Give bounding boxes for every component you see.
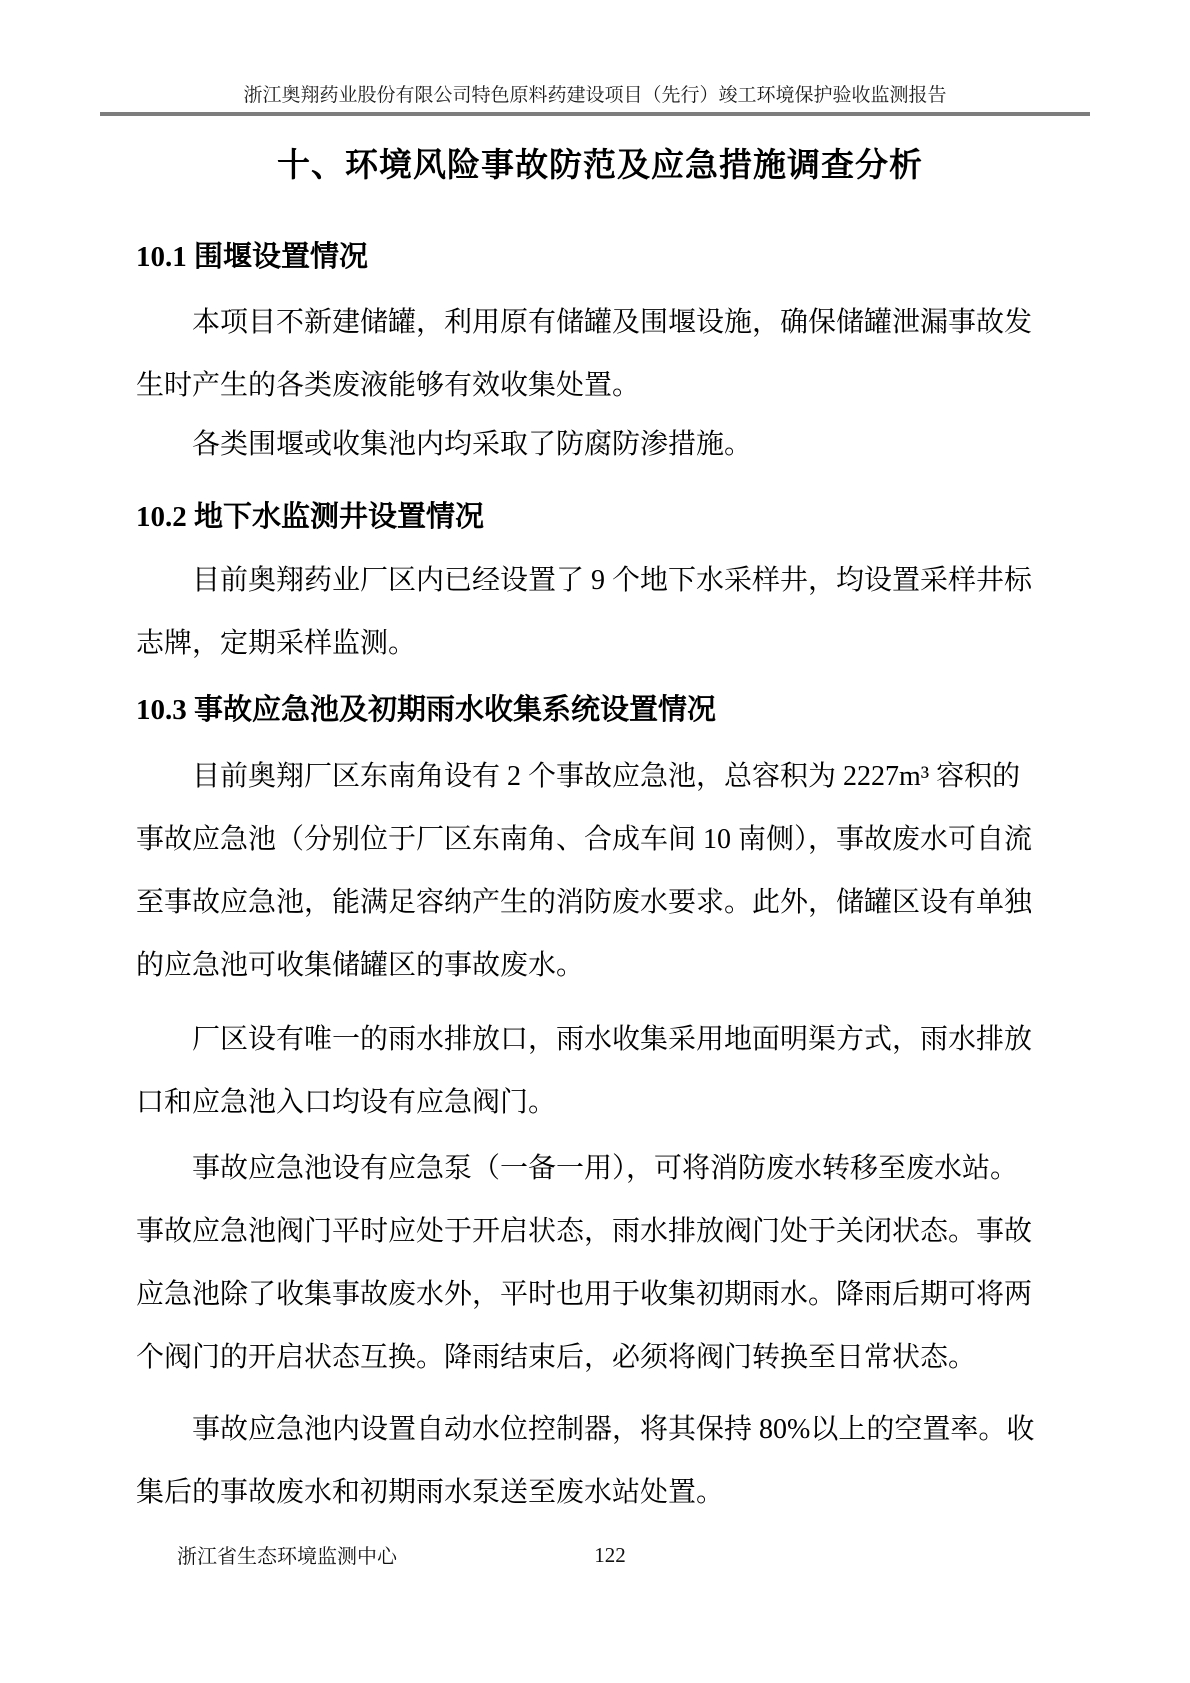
section-heading-10-3: 10.3 事故应急池及初期雨水收集系统设置情况 (136, 694, 717, 726)
paragraph (136, 549, 1064, 675)
header-rule-divider (100, 112, 1090, 116)
text-line: 各类围堰或收集池内均采取了防腐防渗措施。 (192, 429, 753, 460)
paragraph (136, 1137, 1064, 1389)
text-line: 目前奥翔厂区东南角设有 2 个事故应急池，总容积为 2227m³ 容积的 (192, 761, 1021, 792)
text-line: 口和应急池入口均设有应急阀门。 (136, 1087, 557, 1118)
text-line: 事故应急池（分别位于厂区东南角、合成车间 10 南侧），事故废水可自流 (136, 824, 1033, 855)
text-line: 本项目不新建储罐，利用原有储罐及围堰设施，确保储罐泄漏事故发 (192, 307, 1033, 338)
text-line: 目前奥翔药业厂区内已经设置了 9 个地下水采样井，均设置采样井标 (192, 565, 1033, 596)
footer-page-number: 122 (594, 1543, 626, 1567)
paragraph (136, 1008, 1064, 1134)
text-line: 生时产生的各类废液能够有效收集处置。 (136, 370, 641, 401)
paragraph (136, 413, 1064, 476)
paragraph (136, 1398, 1064, 1524)
text-line: 集后的事故废水和初期雨水泵送至废水站处置。 (136, 1477, 725, 1508)
text-line: 应急池除了收集事故废水外，平时也用于收集初期雨水。降雨后期可将两 (136, 1279, 1033, 1310)
text-line: 厂区设有唯一的雨水排放口，雨水收集采用地面明渠方式，雨水排放 (192, 1024, 1033, 1055)
text-line: 个阀门的开启状态互换。降雨结束后，必须将阀门转换至日常状态。 (136, 1342, 977, 1373)
text-line: 志牌，定期采样监测。 (136, 628, 417, 659)
text-line: 的应急池可收集储罐区的事故废水。 (136, 950, 585, 981)
paragraph (136, 745, 1064, 997)
text-line: 事故应急池内设置自动水位控制器，将其保持 80%以上的空置率。收 (192, 1414, 1035, 1445)
section-heading-10-2: 10.2 地下水监测井设置情况 (136, 501, 485, 533)
page-title: 十、环境风险事故防范及应急措施调查分析 (277, 148, 923, 184)
section-heading-10-1: 10.1 围堰设置情况 (136, 241, 369, 273)
footer-organization: 浙江省生态环境监测中心 (177, 1546, 397, 1568)
text-line: 事故应急池设有应急泵（一备一用），可将消防废水转移至废水站。 (192, 1153, 1019, 1184)
text-line: 事故应急池阀门平时应处于开启状态，雨水排放阀门处于关闭状态。事故 (136, 1216, 1033, 1247)
paragraph (136, 291, 1064, 417)
text-line: 至事故应急池，能满足容纳产生的消防废水要求。此外，储罐区设有单独 (136, 887, 1033, 918)
running-header: 浙江奥翔药业股份有限公司特色原料药建设项目（先行）竣工环境保护验收监测报告 (243, 85, 947, 106)
